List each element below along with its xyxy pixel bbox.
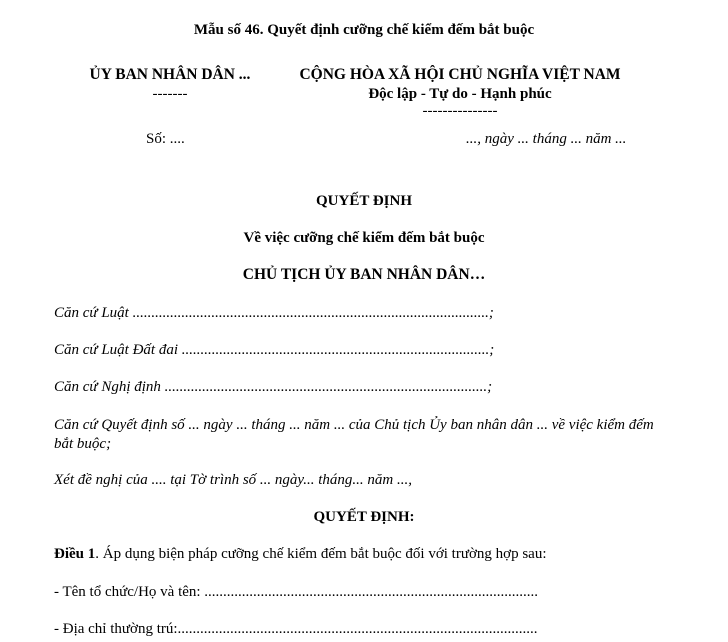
legal-basis-4: Căn cứ Quyết định số ... ngày ... tháng ... năm ... của Chủ tịch Ủy ban nhân dân ... về việc kiểm đếm bắt buộc; bbox=[54, 417, 654, 452]
article-1 bbox=[54, 546, 547, 563]
field-name: - Tên tổ chức/Họ và tên: ......................................................................................... bbox=[54, 584, 539, 600]
decision-authority: CHỦ TỊCH ỦY BAN NHÂN DÂN… bbox=[242, 266, 486, 283]
national-motto: Độc lập - Tự do - Hạnh phúc bbox=[368, 86, 552, 102]
document-number: Số: .... bbox=[146, 131, 185, 147]
article-1-label: Điều 1 bbox=[54, 546, 96, 562]
legal-basis-2: Căn cứ Luật Đất đai ..................................................................................; bbox=[54, 342, 495, 358]
legal-basis-3: Căn cứ Nghị định ......................................................................................; bbox=[54, 379, 493, 395]
proposal-basis: Xét đề nghị của .... tại Tờ trình số ... ngày... tháng... năm ..., bbox=[54, 472, 412, 488]
agency-rule: ------- bbox=[152, 86, 188, 102]
article-1-text: . Áp dụng biện pháp cưỡng chế kiểm đếm bắt buộc đối với trường hợp sau: bbox=[95, 546, 547, 562]
country-name: CỘNG HÒA XÃ HỘI CHỦ NGHĨA VIỆT NAM bbox=[299, 66, 621, 83]
legal-basis-1: Căn cứ Luật ...............................................................................................; bbox=[54, 305, 494, 321]
decides-heading: QUYẾT ĐỊNH: bbox=[313, 509, 415, 525]
date-line: ..., ngày ... tháng ... năm ... bbox=[466, 131, 627, 147]
motto-rule: --------------- bbox=[422, 103, 498, 119]
form-title: Mẫu số 46. Quyết định cưỡng chế kiểm đếm bắt buộc bbox=[193, 22, 535, 38]
agency-name: ỦY BAN NHÂN DÂN ... bbox=[89, 66, 251, 83]
decision-subject: Về việc cưỡng chế kiểm đếm bắt buộc bbox=[243, 230, 485, 246]
field-address: - Địa chỉ thường trú:................................................................................................ bbox=[54, 621, 538, 637]
decision-title: QUYẾT ĐỊNH bbox=[316, 193, 412, 209]
